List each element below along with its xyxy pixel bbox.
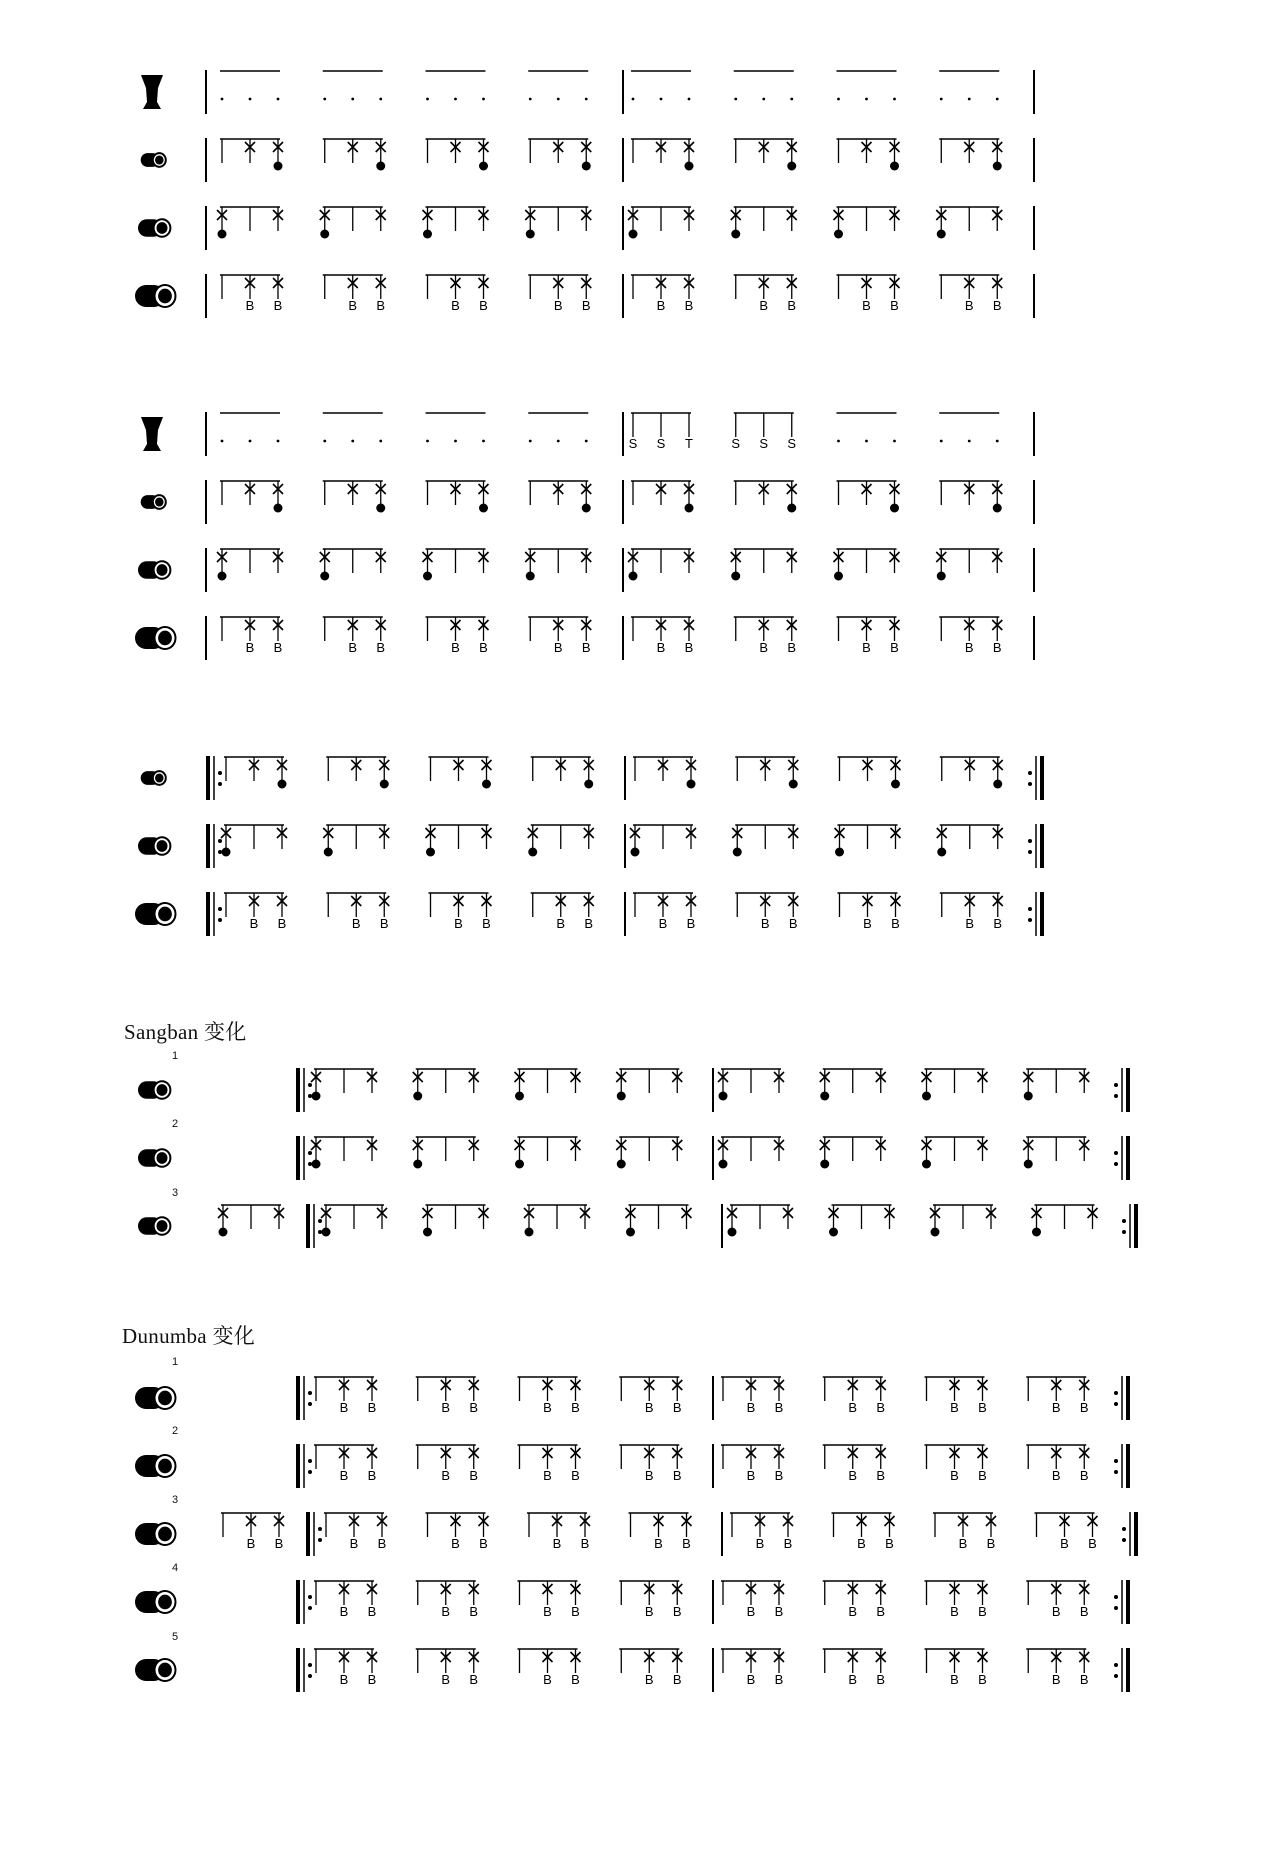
bell-label: B bbox=[1051, 1400, 1061, 1415]
bell-label: B bbox=[379, 916, 389, 931]
rest-dot bbox=[454, 98, 457, 101]
rest-dot bbox=[557, 440, 560, 443]
open-tone-dot bbox=[324, 848, 333, 857]
rest-dot bbox=[249, 98, 252, 101]
rest-dot bbox=[426, 440, 429, 443]
stroke-label: S bbox=[628, 436, 638, 451]
bell-label: B bbox=[684, 640, 694, 655]
bell-label: B bbox=[876, 1400, 886, 1415]
bell-label: B bbox=[367, 1468, 377, 1483]
bell-label: B bbox=[451, 640, 460, 655]
bell-label: B bbox=[958, 1536, 968, 1551]
section-title-sangban: Sangban 变化 bbox=[124, 1020, 247, 1044]
open-tone-dot bbox=[719, 1160, 728, 1169]
bell-label: B bbox=[339, 1468, 349, 1483]
open-tone-dot bbox=[525, 1228, 534, 1237]
bell-label: B bbox=[656, 298, 666, 313]
bell-label: B bbox=[245, 640, 255, 655]
bell-label: B bbox=[339, 1604, 349, 1619]
open-tone-dot bbox=[218, 572, 227, 581]
open-tone-dot bbox=[626, 1228, 635, 1237]
bell-label: B bbox=[848, 1604, 858, 1619]
bell-label: B bbox=[580, 1536, 590, 1551]
rest-dot bbox=[454, 440, 457, 443]
open-tone-dot bbox=[685, 162, 694, 171]
bell-label: B bbox=[890, 298, 899, 313]
bell-label: B bbox=[876, 1604, 886, 1619]
open-tone-dot bbox=[423, 230, 432, 239]
rest-dot bbox=[323, 440, 326, 443]
rest-dot bbox=[221, 98, 224, 101]
open-tone-dot bbox=[617, 1092, 626, 1101]
open-tone-dot bbox=[937, 848, 946, 857]
open-tone-dot bbox=[731, 230, 740, 239]
rest-dot bbox=[351, 440, 354, 443]
open-tone-dot bbox=[631, 848, 640, 857]
bell-label: B bbox=[863, 916, 872, 931]
bell-label: B bbox=[348, 298, 358, 313]
row-number: 3 bbox=[172, 1494, 179, 1506]
open-tone-dot bbox=[413, 1160, 422, 1169]
bell-label: B bbox=[993, 916, 1003, 931]
rest-dot bbox=[893, 440, 896, 443]
rest-dot bbox=[940, 440, 943, 443]
open-tone-dot bbox=[922, 1160, 931, 1169]
rest-dot bbox=[585, 98, 588, 101]
stroke-label: S bbox=[731, 436, 741, 451]
bell-label: B bbox=[273, 298, 283, 313]
open-tone-dot bbox=[719, 1092, 728, 1101]
open-tone-dot bbox=[890, 162, 899, 171]
bell-label: B bbox=[965, 916, 975, 931]
rest-dot bbox=[379, 440, 382, 443]
rest-dot bbox=[482, 440, 485, 443]
bell-label: B bbox=[658, 916, 668, 931]
rest-dot bbox=[865, 440, 868, 443]
bell-label: B bbox=[684, 298, 694, 313]
bell-label: B bbox=[543, 1468, 552, 1483]
open-tone-dot bbox=[312, 1092, 321, 1101]
bell-label: B bbox=[367, 1604, 377, 1619]
bell-label: B bbox=[479, 1536, 488, 1551]
open-tone-dot bbox=[993, 162, 1002, 171]
sangban-drum-icon bbox=[138, 219, 170, 237]
open-tone-dot bbox=[1024, 1092, 1033, 1101]
open-tone-dot bbox=[582, 162, 591, 171]
bell-label: B bbox=[978, 1672, 987, 1687]
open-tone-dot bbox=[835, 848, 844, 857]
bell-label: B bbox=[644, 1672, 654, 1687]
row-number: 2 bbox=[172, 1425, 179, 1437]
bell-label: B bbox=[482, 916, 491, 931]
bell-label: B bbox=[672, 1672, 682, 1687]
dununba-drum-icon bbox=[135, 1591, 175, 1613]
bell-label: B bbox=[759, 298, 769, 313]
section-title-dununba: Dunumba 变化 bbox=[122, 1324, 256, 1348]
bell-label: B bbox=[857, 1536, 866, 1551]
bell-label: B bbox=[246, 1536, 256, 1551]
stroke-label: S bbox=[759, 436, 769, 451]
bell-label: B bbox=[1079, 1468, 1089, 1483]
row-number: 1 bbox=[172, 1356, 179, 1368]
open-tone-dot bbox=[479, 504, 488, 513]
bell-label: B bbox=[885, 1536, 894, 1551]
bell-label: B bbox=[755, 1536, 765, 1551]
sangban-drum-icon bbox=[138, 1217, 170, 1235]
rest-dot bbox=[865, 98, 868, 101]
open-tone-dot bbox=[219, 1228, 228, 1237]
bell-label: B bbox=[543, 1604, 552, 1619]
bell-label: B bbox=[746, 1672, 756, 1687]
open-tone-dot bbox=[685, 504, 694, 513]
open-tone-dot bbox=[834, 572, 843, 581]
bell-label: B bbox=[992, 298, 1002, 313]
bell-label: B bbox=[367, 1400, 377, 1415]
bell-label: B bbox=[964, 298, 974, 313]
bell-label: B bbox=[978, 1468, 987, 1483]
open-tone-dot bbox=[380, 780, 389, 789]
bell-label: B bbox=[774, 1604, 784, 1619]
bell-label: B bbox=[441, 1468, 451, 1483]
bell-label: B bbox=[774, 1672, 784, 1687]
bell-label: B bbox=[571, 1400, 580, 1415]
bell-label: B bbox=[950, 1604, 959, 1619]
bell-label: B bbox=[451, 1536, 460, 1551]
row-number: 3 bbox=[172, 1187, 179, 1199]
rest-dot bbox=[893, 98, 896, 101]
open-tone-dot bbox=[413, 1092, 422, 1101]
dununba-drum-icon bbox=[135, 903, 175, 925]
rest-dot bbox=[790, 98, 793, 101]
bell-label: B bbox=[644, 1468, 654, 1483]
sangban-drum-icon bbox=[138, 1081, 170, 1099]
open-tone-dot bbox=[993, 504, 1002, 513]
kenkeni-drum-icon bbox=[141, 153, 166, 167]
open-tone-dot bbox=[993, 780, 1002, 789]
bell-label: B bbox=[1051, 1468, 1061, 1483]
sangban-drum-icon bbox=[138, 837, 170, 855]
bell-label: B bbox=[672, 1468, 682, 1483]
bell-label: B bbox=[891, 916, 900, 931]
open-tone-dot bbox=[937, 572, 946, 581]
bell-label: B bbox=[787, 298, 797, 313]
rest-dot bbox=[482, 98, 485, 101]
bell-label: B bbox=[848, 1400, 858, 1415]
open-tone-dot bbox=[617, 1160, 626, 1169]
bell-label: B bbox=[978, 1400, 987, 1415]
bell-label: B bbox=[746, 1604, 756, 1619]
rest-dot bbox=[996, 98, 999, 101]
open-tone-dot bbox=[274, 504, 283, 513]
bell-label: B bbox=[759, 640, 769, 655]
bell-label: B bbox=[672, 1400, 682, 1415]
open-tone-dot bbox=[426, 848, 435, 857]
bell-label: B bbox=[890, 640, 899, 655]
bell-label: B bbox=[571, 1468, 580, 1483]
bell-label: B bbox=[245, 298, 255, 313]
open-tone-dot bbox=[820, 1160, 829, 1169]
bell-label: B bbox=[543, 1672, 552, 1687]
stroke-label: T bbox=[685, 436, 693, 451]
bell-label: B bbox=[1079, 1672, 1089, 1687]
bell-label: B bbox=[876, 1672, 886, 1687]
bell-label: B bbox=[556, 916, 566, 931]
bell-label: B bbox=[339, 1672, 349, 1687]
bell-label: B bbox=[787, 640, 797, 655]
rest-dot bbox=[426, 98, 429, 101]
dununba-drum-icon bbox=[135, 1387, 175, 1409]
bell-label: B bbox=[950, 1672, 959, 1687]
open-tone-dot bbox=[222, 848, 231, 857]
row-number: 2 bbox=[172, 1118, 179, 1130]
bell-label: B bbox=[441, 1604, 451, 1619]
open-tone-dot bbox=[274, 162, 283, 171]
open-tone-dot bbox=[787, 162, 796, 171]
open-tone-dot bbox=[1032, 1228, 1041, 1237]
dununba-drum-icon bbox=[135, 1523, 175, 1545]
bell-label: B bbox=[274, 1536, 284, 1551]
bell-label: B bbox=[469, 1468, 479, 1483]
stroke-label: S bbox=[787, 436, 797, 451]
bell-label: B bbox=[441, 1672, 451, 1687]
bell-label: B bbox=[454, 916, 463, 931]
bell-label: B bbox=[686, 916, 696, 931]
bell-label: B bbox=[964, 640, 974, 655]
bell-label: B bbox=[249, 916, 259, 931]
rest-dot bbox=[249, 440, 252, 443]
bell-label: B bbox=[581, 298, 591, 313]
open-tone-dot bbox=[218, 230, 227, 239]
bell-label: B bbox=[376, 640, 386, 655]
bell-label: B bbox=[746, 1468, 756, 1483]
bell-label: B bbox=[349, 1536, 359, 1551]
bell-label: B bbox=[1051, 1672, 1061, 1687]
rest-dot bbox=[277, 98, 280, 101]
open-tone-dot bbox=[376, 162, 385, 171]
bell-label: B bbox=[672, 1604, 682, 1619]
bell-label: B bbox=[848, 1468, 858, 1483]
open-tone-dot bbox=[937, 230, 946, 239]
bell-label: B bbox=[469, 1672, 479, 1687]
bell-label: B bbox=[348, 640, 358, 655]
kenkeni-drum-icon bbox=[141, 771, 166, 785]
rest-dot bbox=[351, 98, 354, 101]
rest-dot bbox=[837, 98, 840, 101]
open-tone-dot bbox=[582, 504, 591, 513]
open-tone-dot bbox=[423, 1228, 432, 1237]
bell-label: B bbox=[376, 298, 386, 313]
rest-dot bbox=[277, 440, 280, 443]
open-tone-dot bbox=[931, 1228, 940, 1237]
bell-label: B bbox=[1060, 1536, 1069, 1551]
open-tone-dot bbox=[890, 504, 899, 513]
bell-label: B bbox=[581, 640, 591, 655]
open-tone-dot bbox=[376, 504, 385, 513]
rest-dot bbox=[632, 98, 635, 101]
bell-label: B bbox=[469, 1604, 479, 1619]
rest-dot bbox=[221, 440, 224, 443]
bell-label: B bbox=[584, 916, 594, 931]
djembe-icon bbox=[141, 75, 163, 109]
rest-dot bbox=[968, 98, 971, 101]
bell-label: B bbox=[1088, 1536, 1097, 1551]
bell-label: B bbox=[644, 1400, 654, 1415]
rest-dot bbox=[529, 98, 532, 101]
rest-dot bbox=[379, 98, 382, 101]
bell-label: B bbox=[571, 1604, 580, 1619]
open-tone-dot bbox=[482, 780, 491, 789]
bell-label: B bbox=[571, 1672, 580, 1687]
bell-label: B bbox=[543, 1400, 552, 1415]
rest-dot bbox=[996, 440, 999, 443]
bell-label: B bbox=[553, 298, 563, 313]
sangban-drum-icon bbox=[138, 1149, 170, 1167]
open-tone-dot bbox=[834, 230, 843, 239]
open-tone-dot bbox=[320, 230, 329, 239]
bell-label: B bbox=[469, 1400, 479, 1415]
rest-dot bbox=[688, 98, 691, 101]
bell-label: B bbox=[339, 1400, 349, 1415]
bell-label: B bbox=[1051, 1604, 1061, 1619]
open-tone-dot bbox=[526, 572, 535, 581]
bell-label: B bbox=[992, 640, 1002, 655]
rest-dot bbox=[529, 440, 532, 443]
bell-label: B bbox=[862, 298, 871, 313]
bell-label: B bbox=[367, 1672, 377, 1687]
dununba-drum-icon bbox=[135, 1659, 175, 1681]
open-tone-dot bbox=[1024, 1160, 1033, 1169]
open-tone-dot bbox=[733, 848, 742, 857]
open-tone-dot bbox=[731, 572, 740, 581]
row-number: 1 bbox=[172, 1050, 179, 1062]
bell-label: B bbox=[986, 1536, 996, 1551]
bell-label: B bbox=[553, 640, 563, 655]
bell-label: B bbox=[1079, 1604, 1089, 1619]
rest-dot bbox=[585, 440, 588, 443]
row-number: 4 bbox=[172, 1562, 179, 1574]
open-tone-dot bbox=[515, 1160, 524, 1169]
open-tone-dot bbox=[528, 848, 537, 857]
open-tone-dot bbox=[787, 504, 796, 513]
bell-label: B bbox=[451, 298, 460, 313]
open-tone-dot bbox=[320, 572, 329, 581]
bell-label: B bbox=[656, 640, 666, 655]
open-tone-dot bbox=[629, 230, 638, 239]
open-tone-dot bbox=[322, 1228, 331, 1237]
rest-dot bbox=[557, 98, 560, 101]
bell-label: B bbox=[377, 1536, 387, 1551]
bell-label: B bbox=[277, 916, 287, 931]
rest-dot bbox=[323, 98, 326, 101]
open-tone-dot bbox=[278, 780, 287, 789]
bell-label: B bbox=[876, 1468, 886, 1483]
open-tone-dot bbox=[728, 1228, 737, 1237]
bell-label: B bbox=[950, 1468, 959, 1483]
open-tone-dot bbox=[629, 572, 638, 581]
rest-dot bbox=[660, 98, 663, 101]
row-number: 5 bbox=[172, 1631, 179, 1643]
sangban-drum-icon bbox=[138, 561, 170, 579]
open-tone-dot bbox=[891, 780, 900, 789]
bell-label: B bbox=[862, 640, 871, 655]
open-tone-dot bbox=[584, 780, 593, 789]
bell-label: B bbox=[1079, 1400, 1089, 1415]
open-tone-dot bbox=[515, 1092, 524, 1101]
open-tone-dot bbox=[789, 780, 798, 789]
bell-label: B bbox=[774, 1468, 784, 1483]
bell-label: B bbox=[351, 916, 361, 931]
bell-label: B bbox=[273, 640, 283, 655]
bell-label: B bbox=[788, 916, 798, 931]
bell-label: B bbox=[950, 1400, 959, 1415]
bell-label: B bbox=[479, 298, 488, 313]
rest-dot bbox=[837, 440, 840, 443]
rest-dot bbox=[734, 98, 737, 101]
bell-label: B bbox=[746, 1400, 756, 1415]
open-tone-dot bbox=[922, 1092, 931, 1101]
bell-label: B bbox=[441, 1400, 451, 1415]
dununba-drum-icon bbox=[135, 1455, 175, 1477]
open-tone-dot bbox=[312, 1160, 321, 1169]
rest-dot bbox=[762, 98, 765, 101]
rest-dot bbox=[940, 98, 943, 101]
open-tone-dot bbox=[820, 1092, 829, 1101]
dununba-drum-icon bbox=[135, 285, 175, 307]
bell-label: B bbox=[978, 1604, 987, 1619]
bell-label: B bbox=[774, 1400, 784, 1415]
kenkeni-drum-icon bbox=[141, 495, 166, 509]
bell-label: B bbox=[654, 1536, 663, 1551]
rest-dot bbox=[968, 440, 971, 443]
open-tone-dot bbox=[479, 162, 488, 171]
open-tone-dot bbox=[526, 230, 535, 239]
bell-label: B bbox=[552, 1536, 562, 1551]
djembe-icon bbox=[141, 417, 163, 451]
open-tone-dot bbox=[829, 1228, 838, 1237]
open-tone-dot bbox=[687, 780, 696, 789]
bell-label: B bbox=[783, 1536, 793, 1551]
bell-label: B bbox=[682, 1536, 691, 1551]
bell-label: B bbox=[644, 1604, 654, 1619]
dununba-drum-icon bbox=[135, 627, 175, 649]
bell-label: B bbox=[848, 1672, 858, 1687]
open-tone-dot bbox=[423, 572, 432, 581]
bell-label: B bbox=[760, 916, 770, 931]
stroke-label: S bbox=[656, 436, 666, 451]
bell-label: B bbox=[479, 640, 488, 655]
